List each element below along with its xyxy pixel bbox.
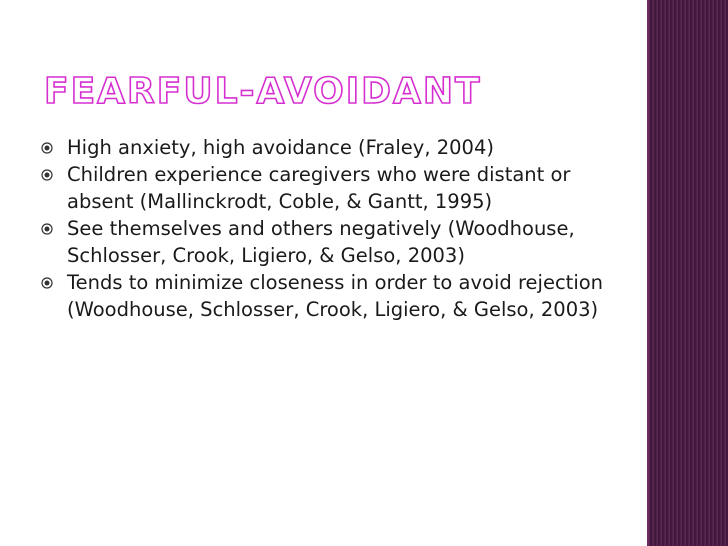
radio-bullet-icon	[41, 223, 53, 235]
bullet-list	[40, 134, 620, 323]
bullet-item	[40, 269, 620, 323]
radio-bullet-icon	[41, 277, 53, 289]
bullet-item	[40, 134, 620, 161]
bullet-item	[40, 215, 620, 269]
bullet-item	[40, 161, 620, 215]
bullet-text: See themselves and others negatively (Woodhouse, Schlosser, Crook, Ligiero, & Gelso, 2003)	[67, 217, 575, 267]
slide-title: FEARFUL-AVOIDANT	[44, 71, 482, 112]
bullet-text: Tends to minimize closeness in order to avoid rejection (Woodhouse, Schlosser, Crook, Ligiero, & Gelso, 2003)	[67, 271, 604, 321]
bullet-text: High anxiety, high avoidance (Fraley, 2004)	[67, 136, 494, 159]
decorative-sidebar	[649, 0, 728, 546]
radio-bullet-icon	[41, 142, 53, 154]
bullet-text: Children experience caregivers who were distant or absent (Mallinckrodt, Coble, & Gantt, 1995)	[67, 163, 571, 213]
radio-bullet-icon	[41, 169, 53, 181]
